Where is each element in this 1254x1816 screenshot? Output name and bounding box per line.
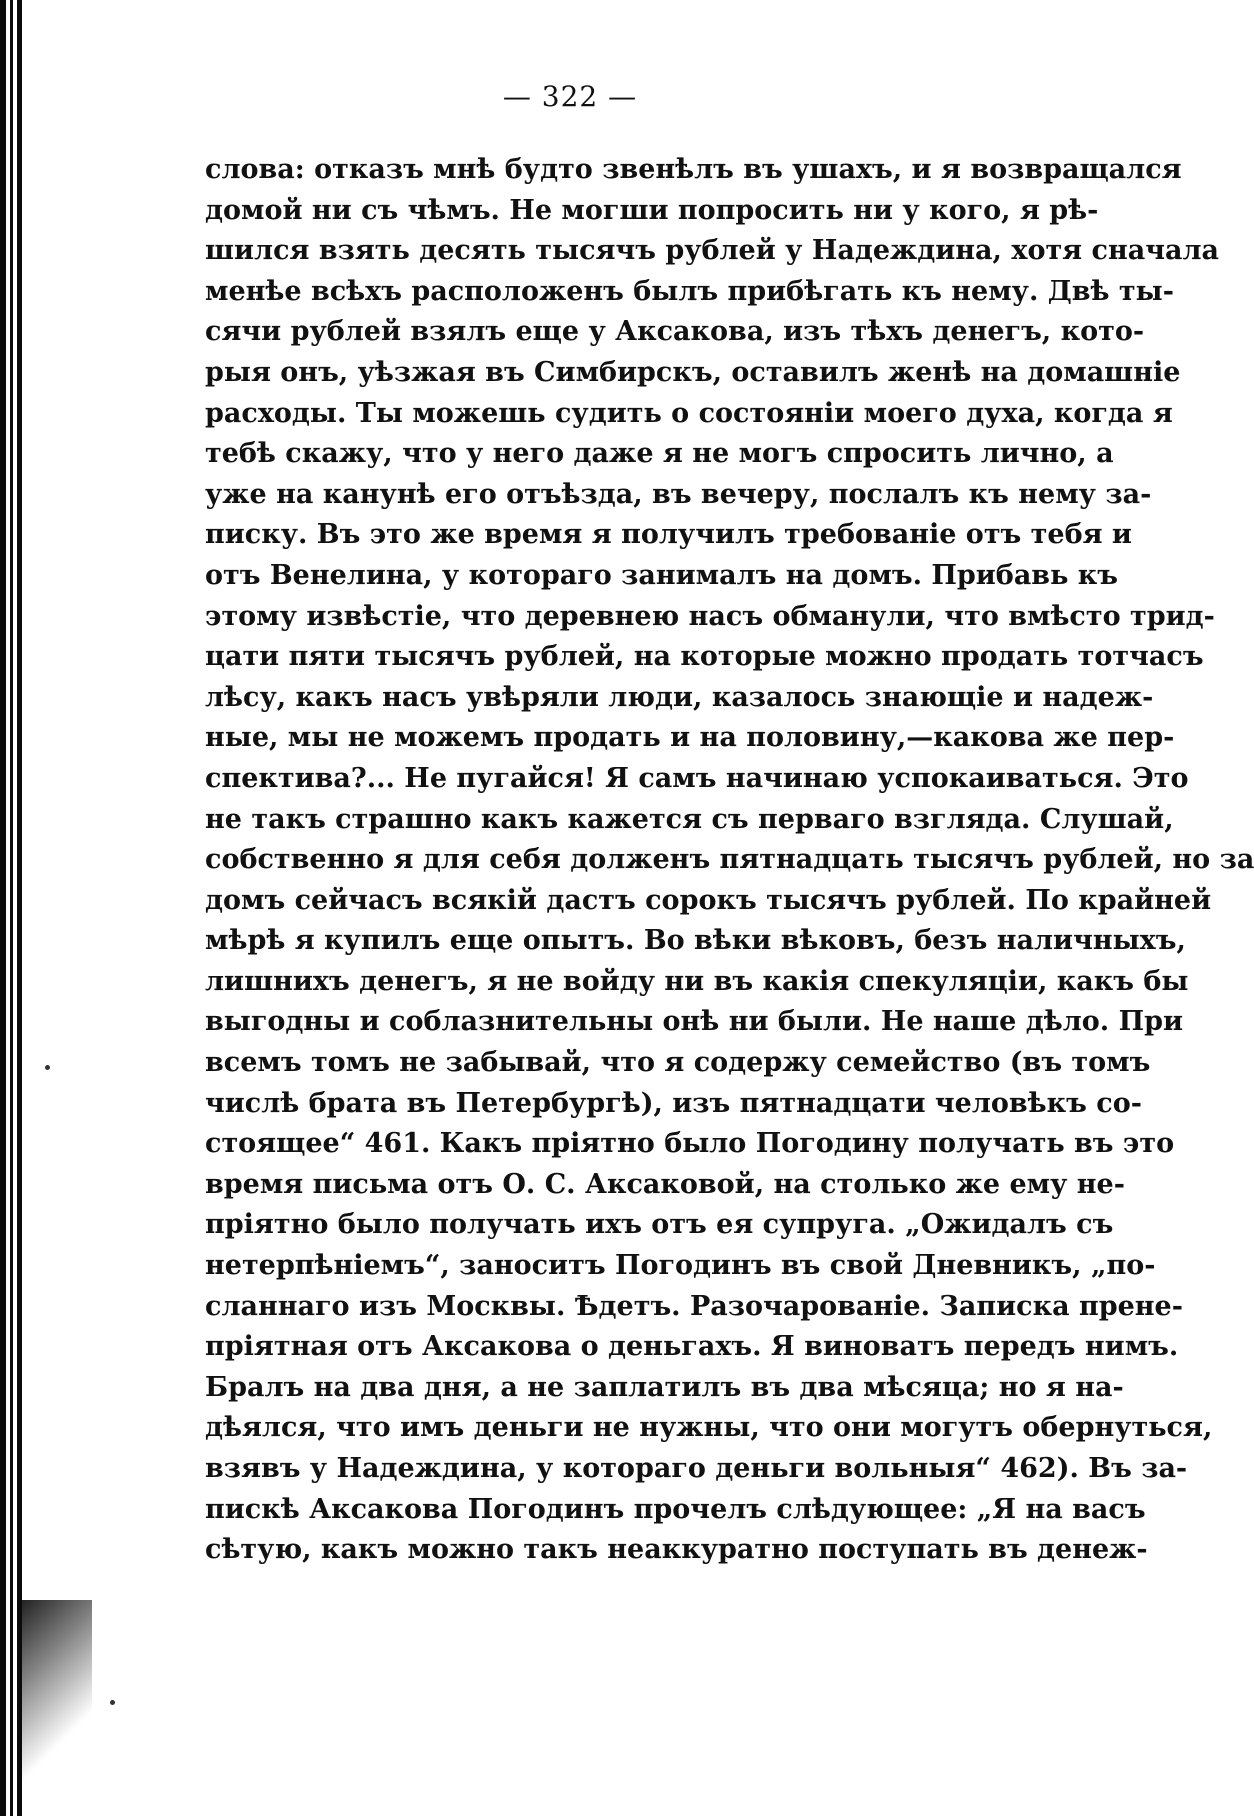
text-line: стоящее“ 461. Какъ пріятно было Погодину получать въ это <box>205 1128 1175 1160</box>
text-line: числѣ брата въ Петербургѣ), изъ пятнадцати человѣкъ со- <box>205 1087 1142 1119</box>
text-line: дѣялся, что имъ деньги не нужны, что они могутъ обернуться, <box>205 1412 1213 1444</box>
text-line: расходы. Ты можешь судить о состояніи моего духа, когда я <box>205 397 1173 429</box>
book-binding-edge <box>0 0 22 1816</box>
text-line: этому извѣстіе, что деревнею насъ обманули, что вмѣсто трид- <box>205 600 1215 632</box>
body-text <box>205 150 1254 1571</box>
text-line: пріятно было получать ихъ отъ ея супруга. „Ожидалъ съ <box>205 1209 1114 1241</box>
text-line: домой ни съ чѣмъ. Не могши попросить ни у кого, я рѣ- <box>205 194 1099 226</box>
text-line: Бралъ на два дня, а не заплатилъ въ два мѣсяца; но я на- <box>205 1371 1124 1403</box>
text-line: сѣтую, какъ можно такъ неаккуратно поступать въ денеж- <box>205 1534 1148 1566</box>
binding-shadow <box>22 1600 92 1790</box>
text-line: слова: отказъ мнѣ будто звенѣлъ въ ушахъ, и я возвращался <box>205 154 1182 185</box>
text-line: рыя онъ, уѣзжая въ Симбирскъ, оставилъ женѣ на домашніе <box>205 356 1181 388</box>
binding-stripe <box>13 0 17 1816</box>
text-line: время письма отъ О. С. Аксаковой, на столько же ему не- <box>205 1168 1125 1200</box>
text-line: не такъ страшно какъ кажется съ перваго взгляда. Слушай, <box>205 803 1174 835</box>
text-line: взявъ у Надеждина, у котораго деньги вольныя“ 462). Въ за- <box>205 1453 1188 1484</box>
text-line: нетерпѣніемъ“, заноситъ Погодинъ въ свой Дневникъ, „по- <box>205 1250 1156 1282</box>
text-line: пріятная отъ Аксакова о деньгахъ. Я виноватъ передъ нимъ. <box>205 1331 1179 1363</box>
text-line: сланнаго изъ Москвы. Ѣдетъ. Разочарованіе. Записка прене- <box>205 1290 1183 1322</box>
text-line: лишнихъ денегъ, я не войду ни въ какія спекуляціи, какъ бы <box>205 965 1189 997</box>
text-line: уже на канунѣ его отъѣзда, въ вечеру, послалъ къ нему за- <box>205 478 1152 510</box>
text-line: пискѣ Аксакова Погодинъ прочелъ слѣдующее: „Я на васъ <box>205 1493 1146 1525</box>
text-line: писку. Въ это же время я получилъ требованіе отъ тебя и <box>205 519 1132 551</box>
page-number: — 322 — <box>502 80 638 113</box>
text-line: менѣе всѣхъ расположенъ былъ прибѣгать къ нему. Двѣ ты- <box>205 275 1174 307</box>
text-line: шился взять десять тысячъ рублей у Надеждина, хотя сначала <box>205 235 1220 267</box>
text-line: спектива?... Не пугайся! Я самъ начинаю успокаиваться. Это <box>205 762 1189 794</box>
text-line: собственно я для себя долженъ пятнадцать тысячъ рублей, но за <box>205 844 1254 876</box>
binding-stripe <box>6 0 10 1816</box>
ink-speck <box>45 1065 50 1070</box>
text-line: всемъ томъ не забывай, что я содержу семейство (въ томъ <box>205 1047 1151 1079</box>
text-line: тебѣ скажу, что у него даже я не могъ спросить лично, а <box>205 438 1114 470</box>
ink-speck <box>110 1700 115 1705</box>
text-line: лѣсу, какъ насъ увѣряли люди, казалось знающіе и надеж- <box>205 681 1154 713</box>
text-line: ные, мы не можемъ продать и на половину,—какова же пер- <box>205 722 1175 754</box>
text-line: отъ Венелина, у котораго занималъ на домъ. Прибавь къ <box>205 559 1119 591</box>
text-line: цати пяти тысячъ рублей, на которые можно продать тотчасъ <box>205 641 1204 673</box>
text-line: выгодны и соблазнительны онѣ ни были. Не наше дѣло. При <box>205 1006 1183 1038</box>
text-line: мѣрѣ я купилъ еще опытъ. Во вѣки вѣковъ, безъ наличныхъ, <box>205 925 1186 957</box>
text-line: сячи рублей взялъ еще у Аксакова, изъ тѣхъ денегъ, кото- <box>205 316 1145 348</box>
text-line: домъ сейчасъ всякій дастъ сорокъ тысячъ рублей. По крайней <box>205 884 1212 916</box>
